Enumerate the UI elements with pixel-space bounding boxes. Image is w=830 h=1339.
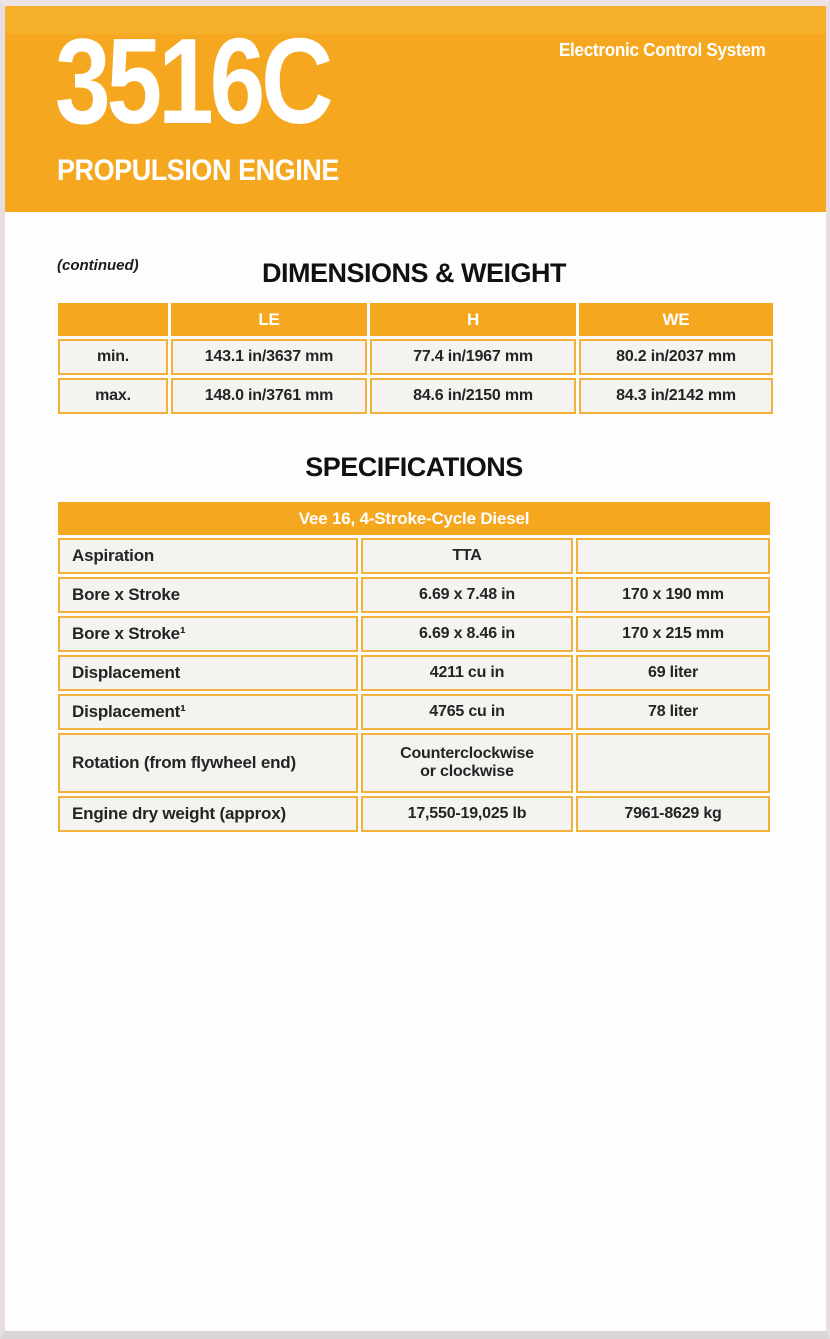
dim-min-we: 80.2 in/2037 mm [579, 339, 773, 375]
dimensions-weight-title: DIMENSIONS & WEIGHT [261, 258, 566, 288]
masthead-subtitle: PROPULSION ENGINE [57, 154, 339, 187]
dim-max-le: 148.0 in/3761 mm [171, 378, 367, 414]
table-row [58, 655, 770, 691]
engine-model-number: 3516C [55, 13, 330, 149]
dimensions-col-le: LE [171, 303, 367, 336]
spec-value-primary: Counterclockwise or clockwise [361, 733, 573, 793]
spec-label-displacement-alt: Displacement¹ [58, 694, 358, 730]
dimensions-table [55, 300, 776, 417]
spec-value-secondary: 69 liter [576, 655, 770, 691]
specifications-table [55, 499, 773, 835]
masthead-tagline: Electronic Control System [559, 40, 766, 60]
dim-min-h: 77.4 in/1967 mm [370, 339, 576, 375]
spec-label-aspiration: Aspiration [58, 538, 358, 574]
table-row [58, 796, 770, 832]
dim-max-label: max. [58, 378, 168, 414]
spec-label-dry-weight: Engine dry weight (approx) [58, 796, 358, 832]
specifications-title: SPECIFICATIONS [305, 452, 523, 482]
spec-value-secondary: 78 liter [576, 694, 770, 730]
dim-min-le: 143.1 in/3637 mm [171, 339, 367, 375]
dimensions-col-h: H [370, 303, 576, 336]
table-row [58, 538, 770, 574]
spec-value-secondary: 7961-8629 kg [576, 796, 770, 832]
table-row [58, 694, 770, 730]
spec-value-primary: 17,550-19,025 lb [361, 796, 573, 832]
spec-value-primary: TTA [361, 538, 573, 574]
spec-label-rotation: Rotation (from flywheel end) [58, 733, 358, 793]
dimensions-col-blank [58, 303, 168, 336]
spec-label-bore-stroke-alt: Bore x Stroke¹ [58, 616, 358, 652]
spec-value-primary: 4765 cu in [361, 694, 573, 730]
spec-value-secondary [576, 538, 770, 574]
specs-engine-config-header: Vee 16, 4-Stroke-Cycle Diesel [58, 502, 770, 535]
spec-value-primary: 4211 cu in [361, 655, 573, 691]
table-row [58, 378, 773, 414]
spec-value-secondary [576, 733, 770, 793]
dimensions-header-row [58, 303, 773, 336]
dimensions-col-we: WE [579, 303, 773, 336]
spec-value-primary: 6.69 x 8.46 in [361, 616, 573, 652]
dim-max-we: 84.3 in/2142 mm [579, 378, 773, 414]
table-row [58, 733, 770, 793]
table-row [58, 339, 773, 375]
specs-header-row [58, 502, 770, 535]
masthead [5, 6, 826, 212]
spec-label-bore-stroke: Bore x Stroke [58, 577, 358, 613]
table-row [58, 577, 770, 613]
spec-value-primary: 6.69 x 7.48 in [361, 577, 573, 613]
spec-value-secondary: 170 x 215 mm [576, 616, 770, 652]
table-row [58, 616, 770, 652]
spec-label-displacement: Displacement [58, 655, 358, 691]
dim-min-label: min. [58, 339, 168, 375]
spec-value-secondary: 170 x 190 mm [576, 577, 770, 613]
continued-note: (continued) [57, 257, 139, 274]
dim-max-h: 84.6 in/2150 mm [370, 378, 576, 414]
